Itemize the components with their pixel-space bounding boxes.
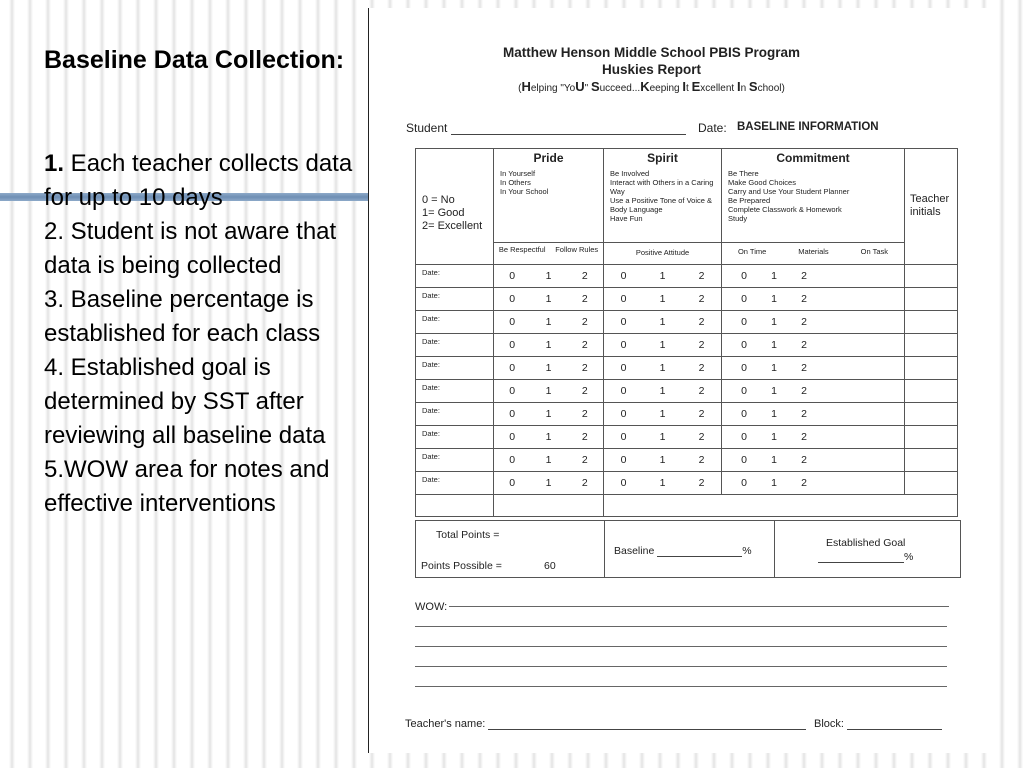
- score-option: 1: [545, 270, 552, 282]
- score-option: 2: [581, 408, 588, 420]
- date-label: Date:: [698, 121, 727, 135]
- report-title: Huskies Report: [601, 62, 702, 77]
- score-option: 0: [509, 408, 516, 420]
- row-date-label: Date:: [422, 267, 440, 277]
- score-option: 1: [659, 270, 666, 282]
- score-option: 2: [698, 454, 705, 466]
- score-option: 0: [509, 316, 516, 328]
- row-date-label: Date:: [422, 313, 440, 323]
- score-option: 1: [545, 454, 552, 466]
- score-option: 2: [801, 270, 807, 282]
- score-option: 2: [801, 316, 807, 328]
- wow-line: [415, 686, 947, 687]
- score-option: 0: [741, 362, 747, 374]
- row-date-label: Date:: [422, 359, 440, 369]
- pride-subheader: Be Respectful Follow Rules: [494, 243, 604, 265]
- point-item: 5.WOW area for notes and effective interventions: [44, 456, 330, 517]
- total-points-label: Total Points =: [436, 529, 500, 541]
- row-date-label: Date:: [422, 428, 440, 438]
- point-item: 2. Student is not aware that data is being collected: [44, 218, 337, 279]
- score-option: 1: [659, 362, 666, 374]
- teacher-initials-header: Teacher initials: [905, 149, 958, 265]
- score-option: 2: [698, 408, 705, 420]
- score-option: 0: [741, 270, 747, 282]
- score-option: 2: [698, 477, 705, 489]
- school-title: Matthew Henson Middle School PBIS Program: [502, 45, 801, 60]
- score-option: 0: [620, 408, 627, 420]
- score-option: 1: [545, 339, 552, 351]
- date-row: [416, 288, 958, 311]
- score-option: 1: [659, 293, 666, 305]
- baseline-label: Baseline %: [614, 545, 752, 557]
- score-option: 1: [545, 477, 552, 489]
- score-option: 0: [509, 293, 516, 305]
- goal-line: %: [818, 551, 913, 563]
- row-date-label: Date:: [422, 451, 440, 461]
- student-field: [406, 121, 686, 135]
- score-option: 2: [801, 454, 807, 466]
- wow-line: [415, 626, 947, 627]
- wow-label: WOW:: [415, 601, 448, 613]
- score-option: 2: [801, 408, 807, 420]
- baseline-info: BASELINE INFORMATION: [737, 121, 879, 133]
- score-option: 2: [801, 362, 807, 374]
- score-option: 1: [659, 316, 666, 328]
- score-option: 0: [741, 431, 747, 443]
- slide-text: [44, 44, 364, 521]
- score-option: 1: [659, 408, 666, 420]
- point-item: 3. Baseline percentage is established for each class: [44, 286, 321, 347]
- totals-box: [415, 520, 961, 578]
- score-option: 0: [509, 362, 516, 374]
- date-row: [416, 357, 958, 380]
- block-field: Block:: [814, 718, 942, 730]
- commitment-subheader: On Time Materials On Task: [722, 243, 905, 265]
- score-option: 1: [545, 408, 552, 420]
- established-goal-label: Established Goal: [826, 537, 906, 549]
- score-option: 1: [771, 431, 777, 443]
- score-option: 2: [581, 362, 588, 374]
- score-option: 1: [771, 293, 777, 305]
- score-option: 0: [620, 293, 627, 305]
- point-item: 4. Established goal is determined by SST after reviewing all baseline data: [44, 354, 326, 449]
- score-option: 0: [620, 454, 627, 466]
- row-date-label: Date:: [422, 382, 440, 392]
- score-option: 1: [545, 385, 552, 397]
- points-list: [44, 147, 364, 521]
- score-option: 2: [698, 270, 705, 282]
- score-option: 2: [698, 339, 705, 351]
- score-option: 0: [509, 431, 516, 443]
- teacher-name-field: Teacher's name:: [405, 718, 806, 730]
- date-row: [416, 311, 958, 334]
- score-option: 1: [659, 431, 666, 443]
- score-option: 0: [509, 477, 516, 489]
- score-option: 2: [698, 316, 705, 328]
- wow-line: [415, 646, 947, 647]
- score-option: 2: [581, 339, 588, 351]
- score-option: 1: [771, 316, 777, 328]
- score-option: 0: [741, 408, 747, 420]
- score-option: 2: [698, 293, 705, 305]
- score-option: 0: [509, 385, 516, 397]
- score-option: 2: [581, 454, 588, 466]
- score-option: 2: [581, 431, 588, 443]
- date-row: [416, 265, 958, 288]
- date-row: [416, 472, 958, 495]
- score-option: 0: [509, 454, 516, 466]
- score-option: 0: [509, 270, 516, 282]
- score-option: 0: [620, 431, 627, 443]
- score-option: 0: [741, 316, 747, 328]
- score-option: 0: [620, 270, 627, 282]
- student-label: Student: [406, 121, 448, 135]
- score-option: 1: [771, 408, 777, 420]
- score-option: 1: [545, 316, 552, 328]
- score-option: 2: [581, 385, 588, 397]
- score-option: 1: [771, 385, 777, 397]
- score-option: 0: [620, 385, 627, 397]
- spirit-subheader: Positive Attitude: [604, 243, 722, 265]
- commitment-header: Commitment Be There Make Good Choices Carry and Use Your Student Planner Be Prepared Complete Classwork & Homework Study: [722, 149, 905, 243]
- score-option: 0: [741, 293, 747, 305]
- points-possible-label: Points Possible =: [421, 560, 502, 572]
- score-option: 1: [545, 293, 552, 305]
- score-option: 2: [581, 293, 588, 305]
- score-option: 1: [771, 270, 777, 282]
- score-option: 2: [801, 385, 807, 397]
- date-row: [416, 380, 958, 403]
- score-option: 2: [801, 339, 807, 351]
- score-option: 1: [771, 454, 777, 466]
- score-option: 0: [741, 454, 747, 466]
- row-date-label: Date:: [422, 336, 440, 346]
- score-option: 1: [659, 454, 666, 466]
- score-option: 2: [581, 316, 588, 328]
- score-option: 1: [659, 385, 666, 397]
- score-option: 0: [509, 339, 516, 351]
- score-option: 1: [771, 362, 777, 374]
- point-item: 1. Each teacher collects data for up to 10 days: [44, 150, 353, 211]
- points-possible-value: 60: [544, 560, 556, 572]
- date-row: [416, 426, 958, 449]
- score-option: 2: [581, 477, 588, 489]
- score-option: 2: [581, 270, 588, 282]
- score-option: 2: [698, 362, 705, 374]
- score-option: 0: [741, 339, 747, 351]
- score-option: 0: [620, 339, 627, 351]
- score-option: 1: [659, 477, 666, 489]
- pride-header: Pride In Yourself In Others In Your School: [494, 149, 604, 243]
- behavior-grid: [415, 148, 958, 517]
- date-row: [416, 334, 958, 357]
- score-option: 2: [801, 431, 807, 443]
- score-option: 1: [545, 362, 552, 374]
- date-row: [416, 449, 958, 472]
- score-option: 0: [620, 477, 627, 489]
- score-option: 1: [545, 431, 552, 443]
- slide-title: Baseline Data Collection:: [44, 46, 345, 74]
- report-form: [368, 8, 989, 753]
- score-option: 0: [620, 316, 627, 328]
- score-option: 2: [698, 385, 705, 397]
- spirit-header: Spirit Be Involved Interact with Others in a Caring Way Use a Positive Tone of Voice & Body Language Have Fun: [604, 149, 722, 243]
- score-option: 1: [659, 339, 666, 351]
- score-option: 1: [771, 339, 777, 351]
- score-option: 0: [741, 385, 747, 397]
- row-date-label: Date:: [422, 290, 440, 300]
- wow-line: [449, 606, 949, 607]
- score-option: 0: [620, 362, 627, 374]
- score-option: 0: [741, 477, 747, 489]
- score-option: 1: [771, 477, 777, 489]
- score-option: 2: [801, 477, 807, 489]
- row-date-label: Date:: [422, 405, 440, 415]
- date-row: [416, 403, 958, 426]
- score-option: 2: [698, 431, 705, 443]
- scale-cell: 0 = No 1= Good 2= Excellent: [416, 149, 494, 265]
- score-option: 2: [801, 293, 807, 305]
- acronym-line: (Helping "YoU" Succeed...Keeping It Excellent In School): [518, 79, 785, 94]
- row-date-label: Date:: [422, 474, 440, 484]
- wow-line: [415, 666, 947, 667]
